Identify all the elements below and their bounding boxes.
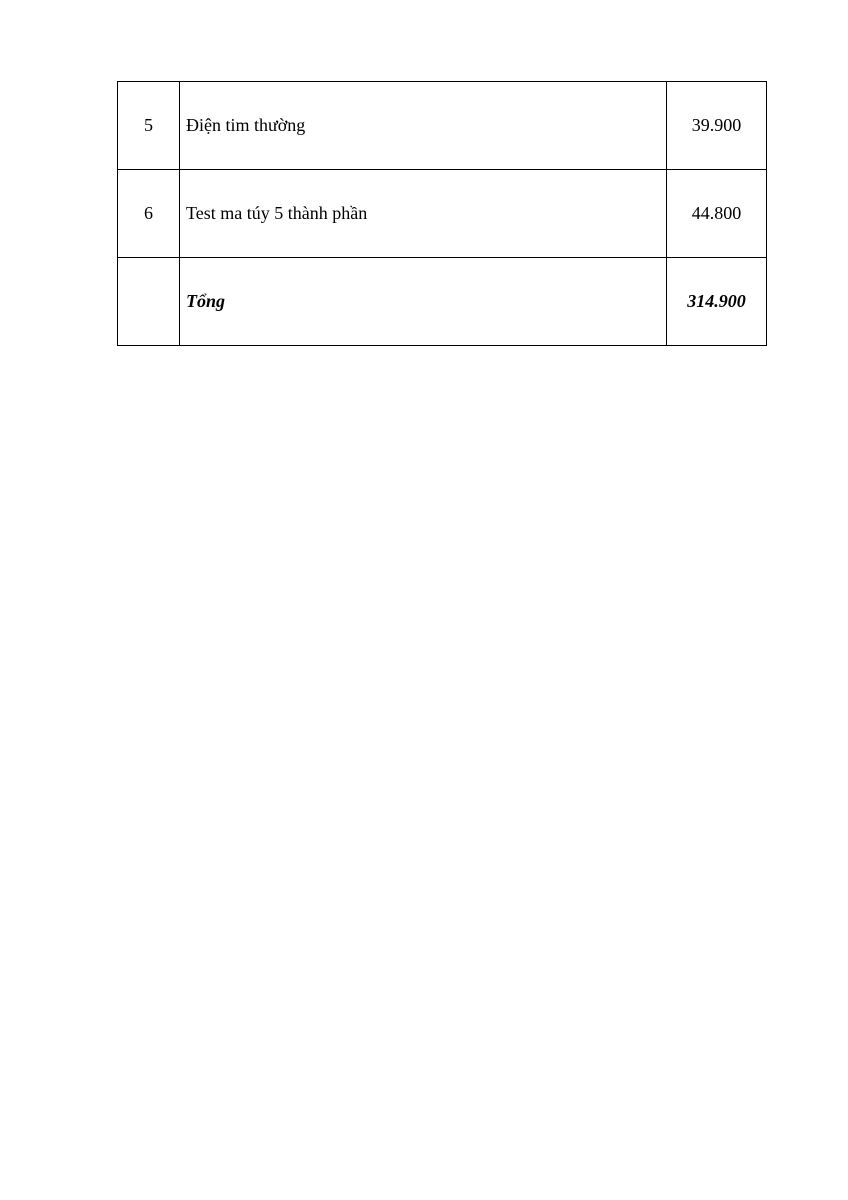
table-row: [118, 82, 767, 170]
service-price: 44.800: [667, 170, 767, 258]
table-row: [118, 170, 767, 258]
total-label: Tổng: [180, 258, 667, 346]
total-number-cell: [118, 258, 180, 346]
total-row: [118, 258, 767, 346]
total-price: 314.900: [667, 258, 767, 346]
price-table: [117, 81, 767, 346]
service-name: Test ma túy 5 thành phần: [180, 170, 667, 258]
service-name: Điện tim thường: [180, 82, 667, 170]
row-number: 6: [118, 170, 180, 258]
service-price: 39.900: [667, 82, 767, 170]
row-number: 5: [118, 82, 180, 170]
